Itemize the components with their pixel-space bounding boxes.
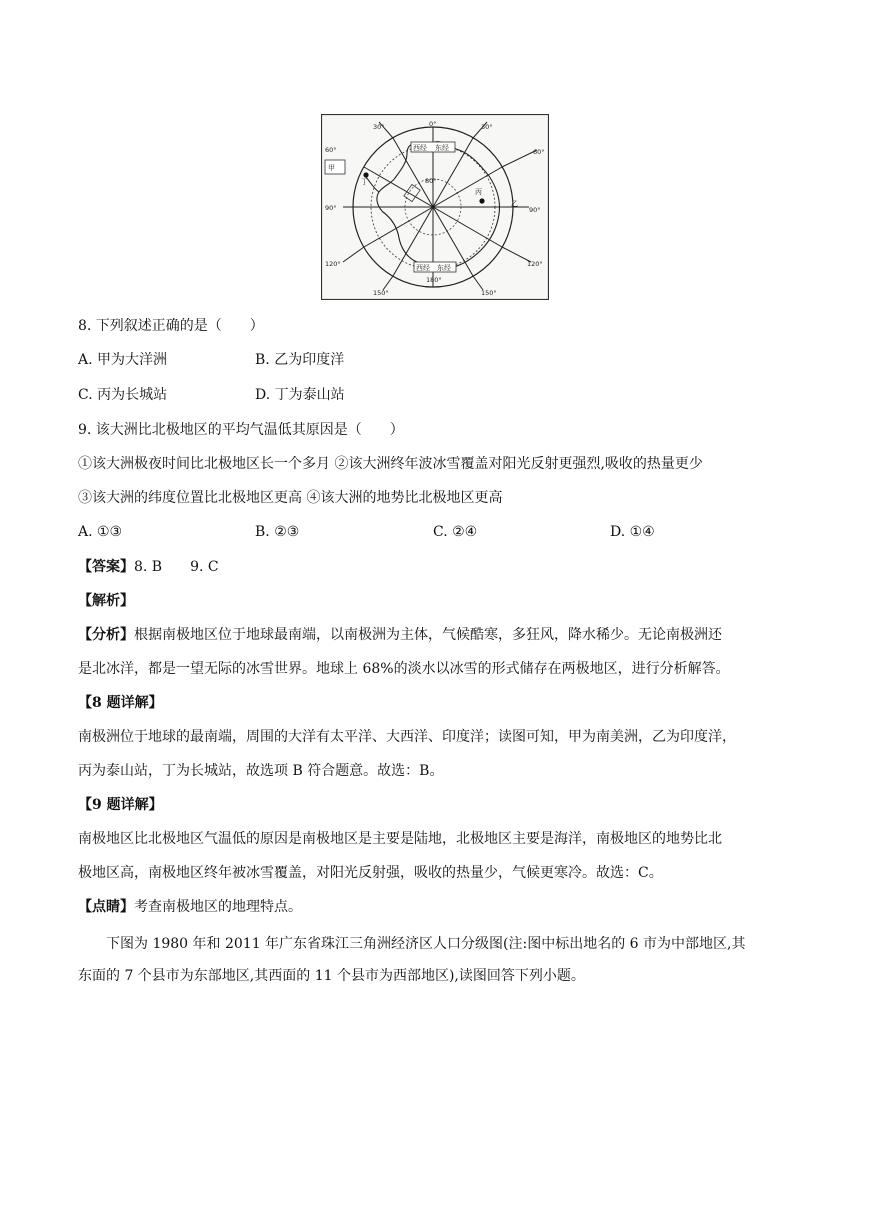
lon-label: 30° [481,123,493,131]
q8-option-c: C. 丙为长城站 [78,387,168,403]
dianjing-text: 考查南极地区的地理特点。 [134,899,302,915]
lon-label: 150° [373,289,389,297]
detail8-text1: 南极洲位于地球的最南端，周围的大洋有太平洋、大西洋、印度洋；读图可知，甲为南美洲，乙为印度洋， [78,729,736,745]
answer-text: 8. B 9. C [134,559,219,575]
q9-option-a: A. ①③ [78,524,123,540]
detail9-heading [78,795,163,815]
lon-label: 90° [529,206,541,214]
detail9-text2: 极地区高，南极地区终年被冰雪覆盖，对阳光反射强，吸收的热量少，气候更寒冷。故选：C。 [78,865,663,881]
east-bottom-label: 东经 [437,264,451,272]
fenxi-tag: 【分析】 [78,627,134,643]
detail8-heading [78,693,163,713]
bing-label: 丙 [475,188,482,196]
lon-label: 120° [325,260,341,268]
lon-label: 180° [426,276,442,284]
antarctica-map [321,114,549,300]
answer-tag: 【答案】 [78,559,134,575]
q8-option-a: A. 甲为大洋洲 [78,352,168,368]
detail9-tag: 【9 题详解】 [78,797,163,813]
dianjing-tag: 【点睛】 [78,899,134,915]
fenxi-text1: 根据南极地区位于地球最南端，以南极洲为主体，气候酷寒，多狂风，降水稀少。无论南极洲还 [134,627,722,643]
west-top-label: 西经 [413,144,427,152]
yi-label: 乙 [511,200,518,208]
analysis-tag: 【解析】 [78,593,134,609]
q8-stem: 8. 下列叙述正确的是（ ） [78,318,264,334]
q9-option-b: B. ②③ [255,524,300,540]
west-bottom-label: 西经 [416,264,430,272]
q9-option-d: D. ①④ [610,524,655,540]
station-ding-dot [363,172,368,177]
q9-option-c: C. ②④ [433,524,478,540]
lon-label: 60° [325,146,337,154]
detail8-tag: 【8 题详解】 [78,695,163,711]
lat-label: 80° [425,177,437,185]
lon-label: 90° [325,204,337,212]
lon-label: 30° [373,123,385,131]
east-top-label: 东经 [435,144,449,152]
intro-text1: 下图为 1980 年和 2011 年广东省珠江三角洲经济区人口分级图(注:图中标出地名的 6 市为中部地区,其 [106,936,746,952]
q8-option-d: D. 丁为泰山站 [255,387,345,403]
q9-statement-line2: ③该大洲的纬度位置比北极地区更高 ④该大洲的地势比北极地区更高 [78,490,503,506]
detail8-text2: 丙为泰山站，丁为长城站，故选项 B 符合题意。故选：B。 [78,763,444,779]
detail9-text1: 南极地区比北极地区气温低的原因是南极地区是主要是陆地，北极地区主要是海洋，南极地区的地势比北 [78,831,722,847]
analysis-heading [78,591,134,611]
antarctica-map-figure [321,114,549,300]
dianjing-line [78,897,302,917]
q9-statement-line1: ①该大洲极夜时间比北极地区长一个多月 ②该大洲终年波冰雪覆盖对阳光反射更强烈,吸收的热量更少 [78,456,703,472]
answer-line [78,557,219,577]
jia-label: 甲 [328,164,335,172]
station-bing-dot [479,198,484,203]
lon-label: 120° [527,260,543,268]
fenxi-text2: 是北冰洋，都是一望无际的冰雪世界。地球上 68%的淡水以冰雪的形式储存在两极地区，进行分析解答。 [78,661,730,677]
lon-label: 150° [481,289,497,297]
ding-label: 丁 [361,178,368,186]
q8-option-b: B. 乙为印度洋 [255,352,345,368]
lon-label: 0° [429,120,437,128]
lon-label: 60° [533,148,545,156]
fenxi-line1 [78,625,722,645]
intro-text2: 东面的 7 个县市为东部地区,其西面的 11 个县市为西部地区),读图回答下列小题。 [78,968,585,984]
q9-stem: 9. 该大洲比北极地区的平均气温低其原因是（ ） [78,422,404,438]
